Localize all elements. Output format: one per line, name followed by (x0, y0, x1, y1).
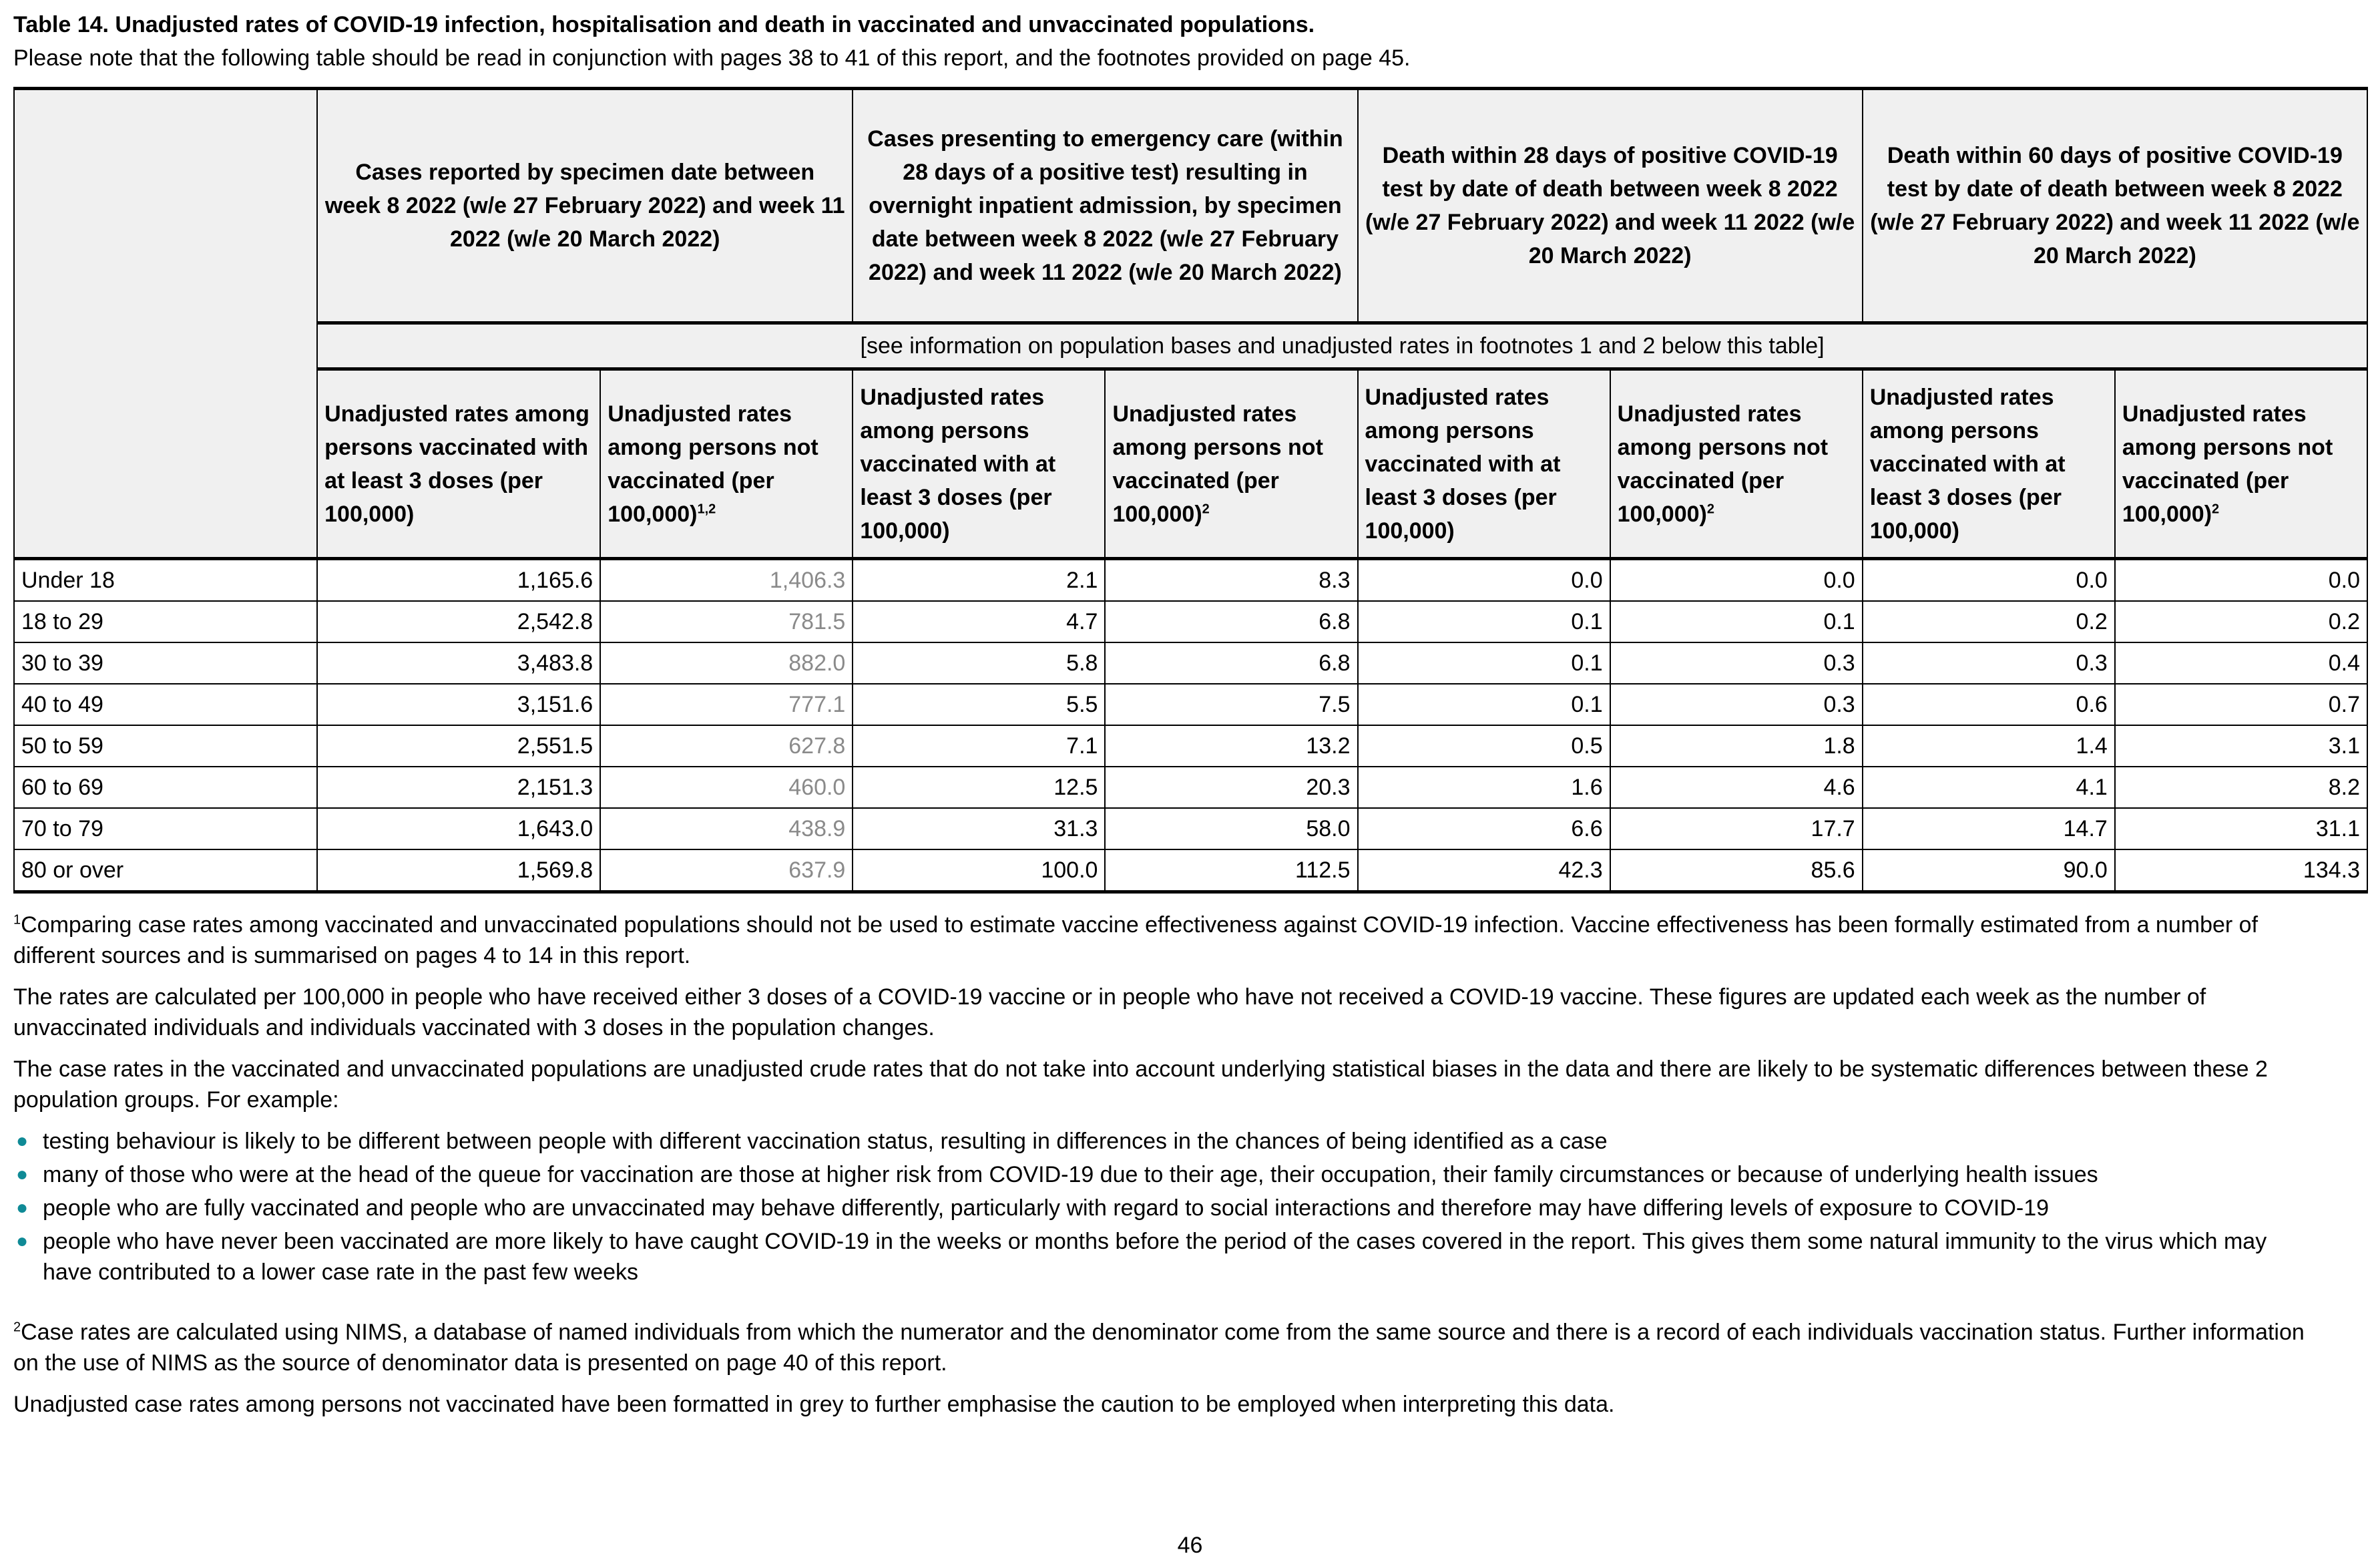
emergency-vaccinated: 5.5 (853, 684, 1105, 725)
emergency-vaccinated: 5.8 (853, 642, 1105, 684)
footnote-reference-note: [see information on population bases and unadjusted rates in footnotes 1 and 2 below this table] (317, 323, 2367, 369)
cases-not-vaccinated: 637.9 (600, 849, 853, 892)
subheader-cases-not-vaccinated: Unadjusted rates among persons not vaccinated (per 100,000)$^{1,2}$ (600, 369, 853, 559)
death60-not-vaccinated: 134.3 (2115, 849, 2367, 892)
footnote-marker: 2 (2212, 502, 2220, 517)
subheader-cases-vaccinated: Unadjusted rates among persons vaccinated with at least 3 doses (per 100,000) (317, 369, 600, 559)
death28-not-vaccinated: 0.0 (1610, 559, 1863, 602)
corner-cell (14, 89, 317, 323)
footnotes (13, 910, 2310, 1430)
table-subtitle: Please note that the following table should be read in conjunction with pages 38 to 41 of this report, and the footnotes provided on page 45. (13, 45, 1411, 71)
emergency-vaccinated: 7.1 (853, 725, 1105, 767)
bullet-icon: ● (16, 1197, 29, 1219)
death60-not-vaccinated: 3.1 (2115, 725, 2367, 767)
table-body (14, 559, 2367, 892)
subheader-death28-not-vaccinated: Unadjusted rates among persons not vaccinated (per 100,000)$^2$ (1610, 369, 1863, 559)
footnote-marker: 1 (13, 912, 21, 928)
emergency-vaccinated: 2.1 (853, 559, 1105, 602)
subheader-emergency-vaccinated: Unadjusted rates among persons vaccinated with at least 3 doses (per 100,000) (853, 369, 1105, 559)
emergency-vaccinated: 4.7 (853, 601, 1105, 642)
table-row (14, 725, 2367, 767)
death28-vaccinated: 0.1 (1358, 642, 1610, 684)
death60-vaccinated: 0.3 (1863, 642, 2115, 684)
death60-vaccinated: 14.7 (1863, 808, 2115, 849)
table-title: Table 14. Unadjusted rates of COVID-19 infection, hospitalisation and death in vaccinated and unvaccinated populations. (13, 12, 1315, 37)
cases-vaccinated: 1,643.0 (317, 808, 600, 849)
footnote-marker: 2 (1202, 502, 1210, 517)
age-group: 70 to 79 (14, 808, 317, 849)
table-row (14, 808, 2367, 849)
subheader-death60-not-vaccinated: Unadjusted rates among persons not vaccinated (per 100,000)$^2$ (2115, 369, 2367, 559)
list-item: ● people who have never been vaccinated are more likely to have caught COVID-19 in the weeks or months before the period of the cases covered in the report. This gives them some natural immunity to the virus which may have contributed to a lower case rate in the past few weeks (13, 1226, 2310, 1288)
emergency-not-vaccinated: 6.8 (1105, 642, 1357, 684)
death28-vaccinated: 0.5 (1358, 725, 1610, 767)
cases-not-vaccinated: 460.0 (600, 767, 853, 808)
death28-not-vaccinated: 0.3 (1610, 642, 1863, 684)
death60-vaccinated: 0.0 (1863, 559, 2115, 602)
emergency-vaccinated: 31.3 (853, 808, 1105, 849)
death28-not-vaccinated: 17.7 (1610, 808, 1863, 849)
cases-vaccinated: 3,483.8 (317, 642, 600, 684)
emergency-not-vaccinated: 7.5 (1105, 684, 1357, 725)
death28-not-vaccinated: 0.3 (1610, 684, 1863, 725)
cases-vaccinated: 2,551.5 (317, 725, 600, 767)
rates-paragraph: The rates are calculated per 100,000 in people who have received either 3 doses of a COVID-19 vaccine or in people who have not received a COVID-19 vaccine. These figures are updated each week as the number of unvaccinated individuals and individuals vaccinated with 3 doses in the population changes. (13, 984, 2206, 1040)
emergency-vaccinated: 12.5 (853, 767, 1105, 808)
bullet-icon: ● (16, 1163, 29, 1185)
footnote-2: $^2$Case rates are calculated using NIMS, a database of named individuals from which the numerator and the denominator come from the same source and there is a record of each individuals vaccination status. Further information on the use of NIMS as the source of denominator data is presented on page 40 of this report. (13, 1320, 2305, 1376)
death28-vaccinated: 1.6 (1358, 767, 1610, 808)
rates-table (13, 87, 2368, 894)
death60-vaccinated: 1.4 (1863, 725, 2115, 767)
group-header-row (14, 89, 2367, 323)
cases-not-vaccinated: 627.8 (600, 725, 853, 767)
table-row (14, 767, 2367, 808)
page-number: 46 (1177, 1533, 1203, 1558)
death60-vaccinated: 0.6 (1863, 684, 2115, 725)
table-row (14, 559, 2367, 602)
table-row (14, 849, 2367, 892)
emergency-not-vaccinated: 6.8 (1105, 601, 1357, 642)
subheader-death60-vaccinated: Unadjusted rates among persons vaccinated with at least 3 doses (per 100,000) (1863, 369, 2115, 559)
age-group: 50 to 59 (14, 725, 317, 767)
cases-not-vaccinated: 882.0 (600, 642, 853, 684)
emergency-not-vaccinated: 112.5 (1105, 849, 1357, 892)
death60-vaccinated: 4.1 (1863, 767, 2115, 808)
list-item: ● testing behaviour is likely to be different between people with different vaccination status, resulting in differences in the chances of being identified as a case (13, 1126, 2310, 1157)
cases-vaccinated: 3,151.6 (317, 684, 600, 725)
death60-not-vaccinated: 8.2 (2115, 767, 2367, 808)
emergency-not-vaccinated: 8.3 (1105, 559, 1357, 602)
age-group: 30 to 39 (14, 642, 317, 684)
death60-vaccinated: 90.0 (1863, 849, 2115, 892)
footnote-marker: 1,2 (697, 502, 716, 517)
cases-vaccinated: 2,542.8 (317, 601, 600, 642)
corner-cell (14, 323, 317, 369)
death28-vaccinated: 6.6 (1358, 808, 1610, 849)
note-row (14, 323, 2367, 369)
age-group: 40 to 49 (14, 684, 317, 725)
grey-formatting-note: Unadjusted case rates among persons not vaccinated have been formatted in grey to further emphasise the caution to be employed when interpreting this data. (13, 1392, 1615, 1417)
spacer (13, 1290, 2310, 1317)
table-row (14, 684, 2367, 725)
death28-vaccinated: 0.0 (1358, 559, 1610, 602)
cases-vaccinated: 2,151.3 (317, 767, 600, 808)
death60-not-vaccinated: 0.0 (2115, 559, 2367, 602)
bias-list (13, 1126, 2310, 1288)
cases-not-vaccinated: 777.1 (600, 684, 853, 725)
cases-not-vaccinated: 781.5 (600, 601, 853, 642)
death60-not-vaccinated: 0.4 (2115, 642, 2367, 684)
death28-not-vaccinated: 1.8 (1610, 725, 1863, 767)
emergency-not-vaccinated: 58.0 (1105, 808, 1357, 849)
cases-not-vaccinated: 438.9 (600, 808, 853, 849)
footnote-marker: 2 (1706, 502, 1714, 517)
death28-vaccinated: 0.1 (1358, 684, 1610, 725)
list-item: ● many of those who were at the head of the queue for vaccination are those at higher risk from COVID-19 due to their age, their occupation, their family circumstances or because of underlying health issues (13, 1159, 2310, 1190)
death60-not-vaccinated: 0.2 (2115, 601, 2367, 642)
biases-paragraph: The case rates in the vaccinated and unvaccinated populations are unadjusted crude rates that do not take into account underlying statistical biases in the data and there are likely to be systematic differences between these 2 population groups. For example: (13, 1056, 2268, 1113)
sub-header-row (14, 369, 2367, 559)
death28-vaccinated: 42.3 (1358, 849, 1610, 892)
death28-not-vaccinated: 0.1 (1610, 601, 1863, 642)
cases-vaccinated: 1,569.8 (317, 849, 600, 892)
group-header-cases: Cases reported by specimen date between week 8 2022 (w/e 27 February 2022) and week 11 2022 (w/e 20 March 2022) (317, 89, 853, 323)
cases-not-vaccinated: 1,406.3 (600, 559, 853, 602)
emergency-not-vaccinated: 20.3 (1105, 767, 1357, 808)
death60-vaccinated: 0.2 (1863, 601, 2115, 642)
death28-vaccinated: 0.1 (1358, 601, 1610, 642)
death28-not-vaccinated: 4.6 (1610, 767, 1863, 808)
bullet-icon: ● (16, 1230, 29, 1252)
emergency-vaccinated: 100.0 (853, 849, 1105, 892)
age-group: 80 or over (14, 849, 317, 892)
cases-vaccinated: 1,165.6 (317, 559, 600, 602)
death60-not-vaccinated: 0.7 (2115, 684, 2367, 725)
table-row (14, 601, 2367, 642)
death28-not-vaccinated: 85.6 (1610, 849, 1863, 892)
age-group: 18 to 29 (14, 601, 317, 642)
footnote-1: $^1$Comparing case rates among vaccinated and unvaccinated populations should not be used to estimate vaccine effectiveness against COVID-19 infection. Vaccine effectiveness has been formally estimated from a number of different sources and is summarised on pages 4 to 14 in this report. (13, 912, 2258, 968)
group-header-death-60: Death within 60 days of positive COVID-19 test by date of death between week 8 2022 (w/e 27 February 2022) and week 11 2022 (w/e 20 March 2022) (1863, 89, 2367, 323)
footnote-marker: 2 (13, 1320, 21, 1335)
corner-cell (14, 369, 317, 559)
death60-not-vaccinated: 31.1 (2115, 808, 2367, 849)
age-group: Under 18 (14, 559, 317, 602)
subheader-death28-vaccinated: Unadjusted rates among persons vaccinated with at least 3 doses (per 100,000) (1358, 369, 1610, 559)
subheader-emergency-not-vaccinated: Unadjusted rates among persons not vaccinated (per 100,000)$^2$ (1105, 369, 1357, 559)
table-row (14, 642, 2367, 684)
bullet-icon: ● (16, 1130, 29, 1152)
group-header-death-28: Death within 28 days of positive COVID-19 test by date of death between week 8 2022 (w/e 27 February 2022) and week 11 2022 (w/e 20 March 2022) (1358, 89, 1863, 323)
emergency-not-vaccinated: 13.2 (1105, 725, 1357, 767)
list-item: ● people who are fully vaccinated and people who are unvaccinated may behave differently, particularly with regard to social interactions and therefore may have differing levels of exposure to COVID-19 (13, 1193, 2310, 1223)
age-group: 60 to 69 (14, 767, 317, 808)
group-header-emergency-care: Cases presenting to emergency care (within 28 days of a positive test) resulting in overnight inpatient admission, by specimen date between week 8 2022 (w/e 27 February 2022) and week 11 2022 (w/e 20 March 2022) (853, 89, 1357, 323)
